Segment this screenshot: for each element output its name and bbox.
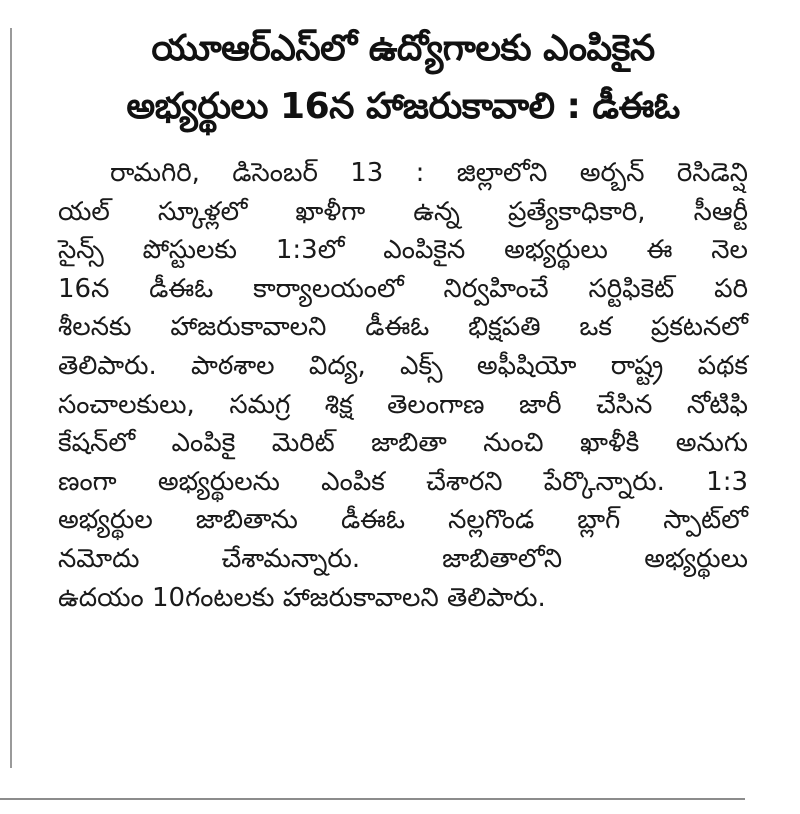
headline-line-2: అభ్యర్థులు 16న హాజరుకావాలి : డీఈఓ — [126, 86, 680, 127]
article-bottom-divider — [0, 798, 745, 800]
body-line: కేషన్‌లో ఎంపికై మెరిట్ జాబితా నుంచి ఖాళీకి అనుగు — [58, 428, 748, 459]
body-line: యల్ స్కూళ్లలో ఖాళీగా ఉన్న ప్రత్యేకాధికారి, సీఆర్టీ — [58, 196, 748, 227]
body-line: సంచాలకులు, సమగ్ర శిక్ష తెలంగాణ జారీ చేసిన నోటిఫి — [58, 389, 748, 420]
article-headline — [58, 20, 748, 136]
body-line: సైన్స్ పోస్టులకు 1:3లో ఎంపికైన అభ్యర్థులు ఈ నెల — [58, 235, 748, 266]
body-line: శీలనకు హాజరుకావాలని డీఈఓ భిక్షపతి ఒక ప్రకటనలో — [58, 312, 748, 343]
body-line: 16న డీఈఓ కార్యాలయంలో నిర్వహించే సర్టిఫికెట్ పరి — [58, 273, 748, 304]
news-article — [58, 20, 748, 617]
body-line-last: ఉదయం 10గంటలకు హాజరుకావాలని తెలిపారు. — [58, 582, 546, 613]
body-line: ణంగా అభ్యర్థులను ఎంపిక చేశారని పేర్కొన్నారు. 1:3 — [58, 466, 748, 497]
headline-line-1: యూఆర్ఎస్‌లో ఉద్యోగాలకు ఎంపికైన — [151, 28, 655, 69]
body-line: తెలిపారు. పాఠశాల విద్య, ఎక్స్ అఫీషియో రాష్ట్ర పథక — [58, 350, 748, 381]
body-line: నమోదు చేశామన్నారు. జాబితాలోని అభ్యర్థులు — [58, 543, 748, 574]
body-line: అభ్యర్థుల జాబితాను డీఈఓ నల్లగొండ బ్లాగ్ స్పాట్‌లో — [58, 505, 748, 536]
article-body — [58, 154, 748, 617]
column-divider-left — [10, 28, 12, 768]
body-line: రామగిరి, డిసెంబర్ 13 : జిల్లాలోని అర్బన్ రెసిడెన్షి — [110, 158, 748, 188]
